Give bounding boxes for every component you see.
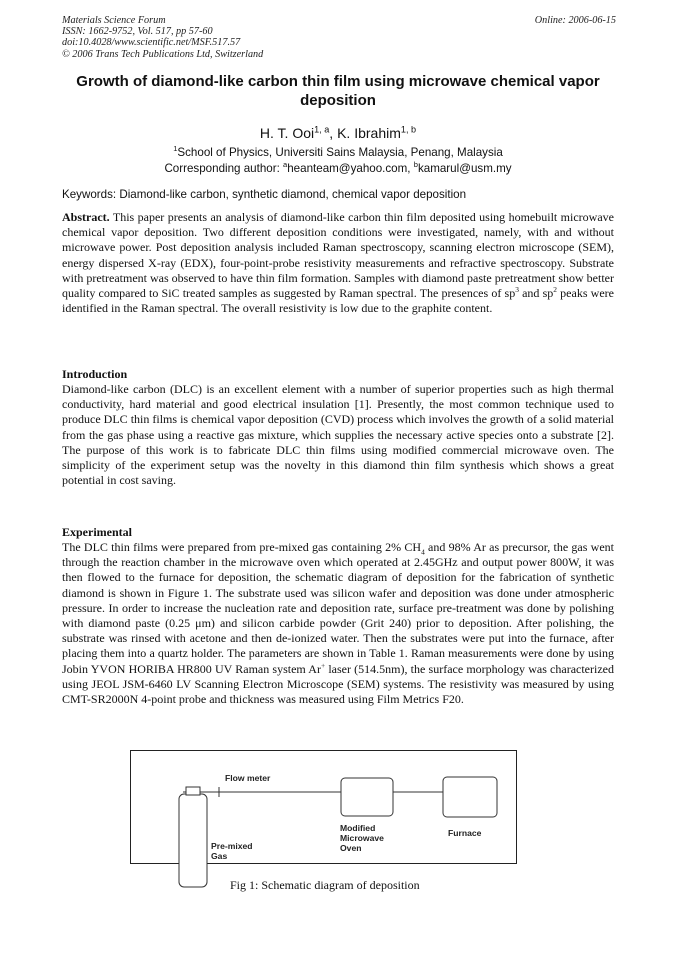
abstract-text-1: This paper presents an analysis of diamond-like carbon thin film deposited using homebuilt microwave chemical vapor deposition. Two different deposition conditions were investigated, namely, with and without microwave power. Post deposition analysis included Raman spectroscopy, scanning electron microscope (SEM), energy dispersed X-ray (EDX), four-point-probe resistivity measurements and refractive spectroscopy. Substrate with pretreatment was observed to have thin film formation. Samples with diamond paste pretreatment show better quality compared to SiC treated samples as suggested by Raman spectral. The presences of sp (62, 210, 614, 301)
author-line (62, 125, 614, 142)
experimental-paragraph (62, 540, 614, 707)
experimental-text-2: and 98% Ar as precursor, the gas went through the reaction chamber in the microwave oven which operated at 2.45GHz and output power 800W, it was then flowed to the furnace for deposition, the schematic diagram of deposition for the fabrication of synthetic diamond is shown in Figure 1. The substrate used was silicon wafer and deposition was done under atmospheric pressure. In order to increase the nucleation rate and deposition rate, surface pre-treatment was done by polishing with diamond paste (0.25 μm) and silicon carbide powder (Grit 240) prior to deposition. After polishing, the substrate was rinsed with acetone and then de-ionized water. Then the substrates were put into the furnace, after placing them into a quartz holder. The parameters are shown in Table 1. Raman measurements were done by using Jobin YVON HORIBA HR800 UV Raman system Ar (62, 540, 614, 676)
figure-caption: Fig 1: Schematic diagram of deposition (230, 878, 420, 892)
corresponding-author-line (62, 161, 614, 177)
corresponding-prefix: Corresponding author: (164, 161, 284, 175)
premixed-gas-label: Pre-mixed Gas (211, 841, 253, 861)
schematic-drawing (131, 751, 518, 891)
email-b-link[interactable]: kamarul@usm.my (417, 161, 512, 175)
affiliation-text: School of Physics, Universiti Sains Malaysia, Penang, Malaysia (177, 146, 503, 159)
introduction-paragraph: Diamond-like carbon (DLC) is an excellent element with a number of superior properties such as high thermal conductivity, hard material and good electrical insulation [1]. Presently, the most common technique used to produce DLC thin films is chemical vapor deposition (CVD) process which involves the growth of a solid material from the gas phase using a reactive gas mixture, which supplies the necessary active species onto a substrate [2]. The purpose of this work is to fabricate DLC thin films using modified commercial microwave oven. The simplicity of the experiment setup was the novelty in this diamond thin film synthesis which shows a great potential in cost saving. (62, 382, 614, 488)
experimental-heading: Experimental (62, 525, 132, 539)
schematic-figure (130, 750, 517, 864)
email-b-mark: b (413, 159, 418, 169)
experimental-sup-1: + (320, 660, 326, 670)
cylinder-valve (186, 787, 200, 795)
journal-header (62, 15, 263, 60)
affiliation-line (62, 145, 614, 161)
gas-cylinder (179, 794, 207, 887)
introduction-heading: Introduction (62, 367, 128, 381)
abstract-paragraph (62, 210, 614, 316)
abstract-sup-1: 3 (515, 285, 519, 295)
author-1: H. T. Ooi (259, 125, 315, 141)
abstract-sup-2: 2 (553, 285, 557, 295)
experimental-text-1: The DLC thin films were prepared from pre-mixed gas containing 2% CH (62, 540, 422, 554)
abstract-text-2: and sp (518, 286, 554, 301)
abstract-label: Abstract. (62, 210, 110, 224)
keywords-line: Keywords: Diamond-like carbon, synthetic diamond, chemical vapor deposition (62, 188, 467, 201)
issn-line: ISSN: 1662-9752, Vol. 517, pp 57-60 (62, 26, 213, 38)
experimental-text-3: laser (514.5nm), the surface morphology was characterized using JEOL JSM-6460 LV Scanning Electron Microscope (SEM) systems. The resistivity was measured by using CMT-SR2000N 4-point probe and thickness was measured using Film Metrics F20. (62, 661, 614, 707)
affiliation-block (62, 145, 614, 176)
journal-name: Materials Science Forum (62, 15, 166, 26)
experimental-sub-1: 4 (421, 547, 425, 557)
email-separator: , (407, 161, 414, 175)
microwave-oven-box (341, 778, 393, 816)
flow-meter-label: Flow meter (225, 773, 271, 783)
furnace-label: Furnace (448, 828, 482, 838)
author-2-affiliation-mark: 1, b (400, 124, 417, 135)
author-1-affiliation-mark: 1, a (314, 124, 330, 135)
email-a-mark: a (283, 159, 288, 169)
online-date: Online: 2006-06-15 (534, 15, 616, 26)
doi-line: doi:10.4028/www.scientific.net/MSF.517.57 (62, 37, 241, 49)
furnace-box (443, 777, 497, 817)
author-separator: , (329, 125, 338, 141)
paper-title: Growth of diamond-like carbon thin film using microwave chemical vapor deposition (76, 73, 600, 109)
abstract-text-3: peaks were identified in the Raman spectral. The overall resistivity is low due to the graphite content. (62, 286, 614, 316)
author-2: K. Ibrahim (337, 125, 401, 141)
microwave-oven-label: Modified Microwave Oven (340, 823, 384, 853)
email-a-link[interactable]: heanteam@yahoo.com (287, 161, 408, 175)
copyright-line: © 2006 Trans Tech Publications Ltd, Switzerland (62, 48, 264, 60)
affiliation-mark: 1 (173, 144, 178, 154)
